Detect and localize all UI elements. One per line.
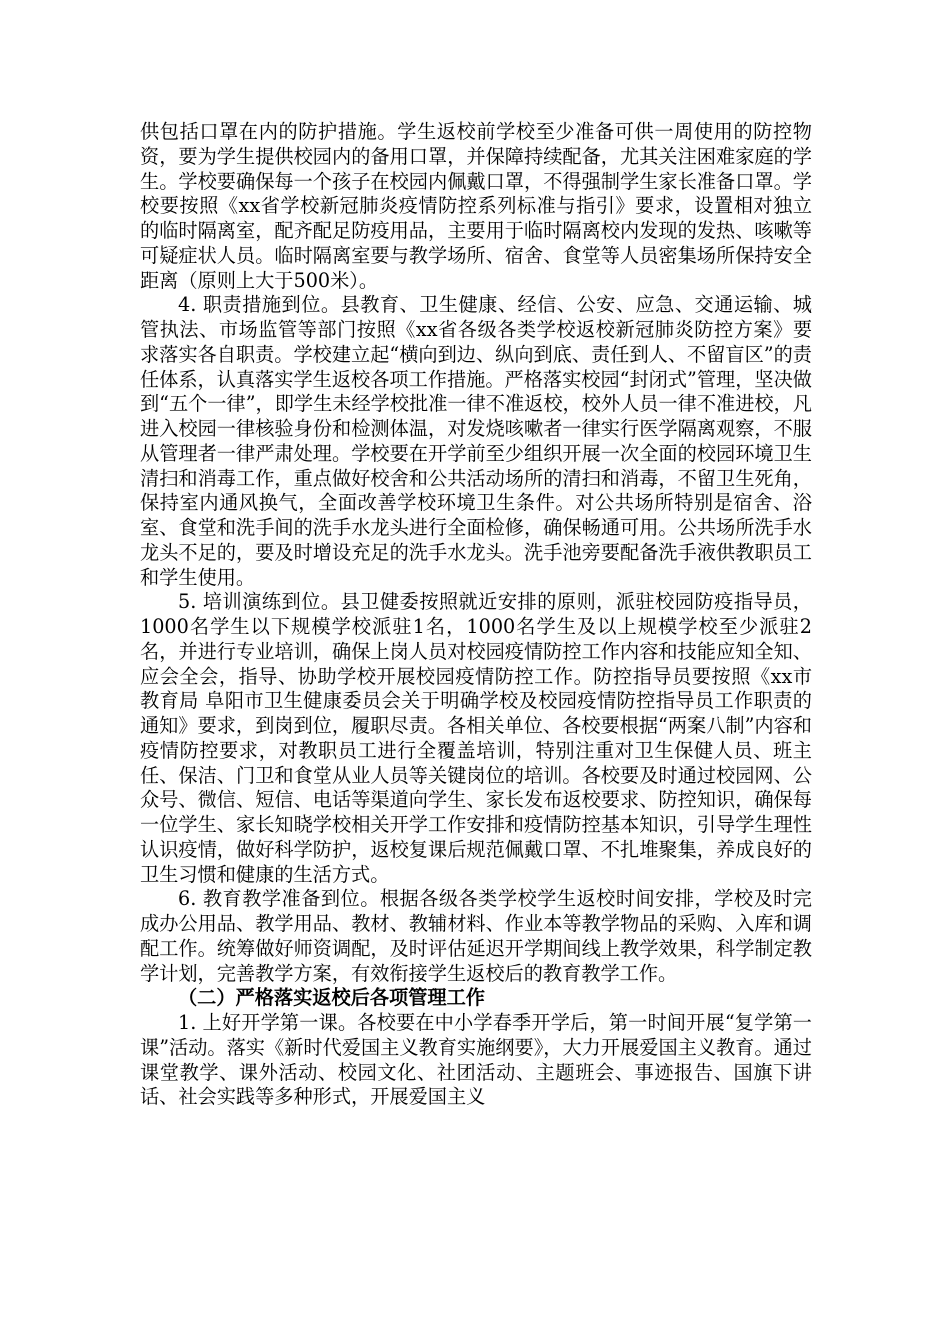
paragraph-item-5: 5. 培训演练到位。县卫健委按照就近安排的原则，派驻校园防疫指导员，1000名学生以下规模学校派驻1名，1000名学生及以上规模学校至少派驻2名，并进行专业培训，确保上岗人员对校园疫情防控工作内容和技能应知全知、应会全会，指导、协助学校开展校园疫情防控工作。防控指导员要按照《xx市教育局 阜阳市卫生健康委员会关于明确学校及校园疫情防控指导员工作职责的通知》要求，到岗到位，履职尽责。各相关单位、各校要根据“两案八制”内容和疫情防控要求，对教职员工进行全覆盖培训，特别注重对卫生保健人员、班主任、保洁、门卫和食堂从业人员等关键岗位的培训。各校要及时通过校园网、公众号、微信、短信、电话等渠道向学生、家长发布返校要求、防控知识，确保每一位学生、家长知晓学校相关开学工作安排和疫情防控基本知识，引导学生理性认识疫情，做好科学防护，返校复课后规范佩戴口罩、不扎堆聚集，养成良好的卫生习惯和健康的生活方式。: [140, 590, 812, 886]
paragraph-item-1: 1. 上好开学第一课。各校要在中小学春季开学后，第一时间开展“复学第一课”活动。落实《新时代爱国主义教育实施纲要》，大力开展爱国主义教育。通过课堂教学、课外活动、校园文化、社团活动、主题班会、事迹报告、国旗下讲话、社会实践等多种形式，开展爱国主义: [140, 1011, 812, 1109]
paragraph-item-6: 6. 教育教学准备到位。根据各级各类学校学生返校时间安排，学校及时完成办公用品、教学用品、教材、教辅材料、作业本等教学物品的采购、入库和调配工作。统筹做好师资调配，及时评估延迟开学期间线上教学效果，科学制定教学计划，完善教学方案，有效衔接学生返校后的教育教学工作。: [140, 887, 812, 985]
document-page: [140, 120, 812, 1110]
paragraph-continuation: 供包括口罩在内的防护措施。学生返校前学校至少准备可供一周使用的防控物资，要为学生提供校园内的备用口罩，并保障持续配备，尤其关注困难家庭的学生。学校要确保每一个孩子在校园内佩戴口罩，不得强制学生家长准备口罩。学校要按照《xx省学校新冠肺炎疫情防控系列标准与指引》要求，设置相对独立的临时隔离室，配齐配足防疫用品，主要用于临时隔离校内发现的发热、咳嗽等可疑症状人员。临时隔离室要与教学场所、宿舍、食堂等人员密集场所保持安全距离（原则上大于500米）。: [140, 120, 813, 292]
paragraph-item-4: 4. 职责措施到位。县教育、卫生健康、经信、公安、应急、交通运输、城管执法、市场监管等部门按照《xx省各级各类学校返校新冠肺炎防控方案》要求落实各自职责。学校建立起“横向到边、纵向到底、责任到人、不留盲区”的责任体系，认真落实学生返校各项工作措施。严格落实校园“封闭式”管理，坚决做到“五个一律”，即学生未经学校批准一律不准返校，校外人员一律不准进校，凡进入校园一律核验身份和检测体温，对发烧咳嗽者一律实行医学隔离观察，不服从管理者一律严肃处理。学校要在开学前至少组织开展一次全面的校园环境卫生清扫和消毒工作，重点做好校舍和公共活动场所的清扫和消毒，不留卫生死角，保持室内通风换气，全面改善学校环境卫生条件。对公共场所特别是宿舍、浴室、食堂和洗手间的洗手水龙头进行全面检修，确保畅通可用。公共场所洗手水龙头不足的，要及时增设充足的洗手水龙头。洗手池旁要配备洗手液供教职员工和学生使用。: [140, 293, 812, 589]
section-heading: （二）严格落实返校后各项管理工作: [178, 986, 485, 1010]
